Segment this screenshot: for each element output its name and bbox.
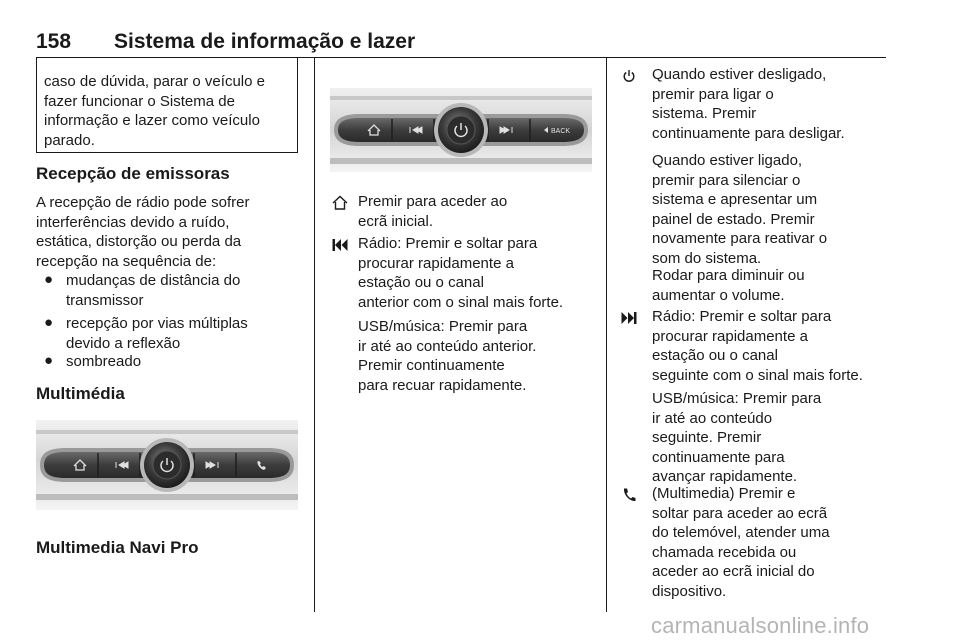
usb-next-text: USB/música: Premir para ir até ao conteúdo seguinte. Premir continuamente para avançar rapidamente. — [652, 390, 822, 485]
rotate-volume-text: Rodar para diminuir ou aumentar o volume. — [652, 267, 805, 304]
power-icon — [620, 67, 638, 85]
power-on-text: Quando estiver ligado, premir para silenciar o sistema e apresentar um painel de estado. Premir novamente para reativar o som do sistema. — [652, 152, 828, 267]
column-divider-2 — [606, 58, 607, 612]
page-title: Sistema de informação e lazer — [114, 30, 416, 53]
bullet-text-3: sombreado — [66, 353, 142, 370]
column-divider-1 — [314, 58, 315, 612]
back-button-label: BACK — [551, 128, 571, 135]
navi-pro-heading: Multimedia Navi Pro — [36, 538, 199, 557]
reception-text: A recepção de rádio pode sofrer interferências devido a ruído, estática, distorção ou perda da recepção na sequência de: — [36, 194, 250, 270]
note-text: caso de dúvida, parar o veículo e fazer funcionar o Sistema de informação e lazer como veículo parado. — [44, 73, 265, 149]
power-off-text: Quando estiver desligado, premir para ligar o sistema. Premir continuamente para desligar. — [652, 66, 845, 142]
bullet-dot: ● — [44, 352, 54, 369]
next-text: Rádio: Premir e soltar para procurar rapidamente a estação ou o canal seguinte com o sinal mais forte. — [652, 308, 863, 384]
multimedia-heading: Multimédia — [36, 384, 125, 403]
bullet-text-2: recepção por vias múltiplas devido a reflexão — [66, 315, 248, 352]
usb-previous-text: USB/música: Premir para ir até ao conteúdo anterior. Premir continuamente para recuar rapidamente. — [358, 318, 537, 394]
home-icon — [331, 194, 349, 212]
multimedia-control-panel — [36, 420, 298, 515]
watermark: carmanualsonline.info — [651, 613, 870, 638]
navi-pro-control-panel — [330, 88, 592, 177]
home-text: Premir para aceder ao ecrã inicial. — [358, 193, 508, 230]
reception-heading: Recepção de emissoras — [36, 164, 230, 183]
bullet-dot: ● — [44, 271, 54, 288]
bullet-text-1: mudanças de distância do transmissor — [66, 272, 241, 309]
page-number: 158 — [36, 30, 72, 53]
phone-icon — [620, 486, 638, 504]
skip-next-icon — [620, 309, 638, 327]
previous-text: Rádio: Premir e soltar para procurar rapidamente a estação ou o canal anterior com o sinal mais forte. — [358, 235, 564, 311]
bullet-dot: ● — [44, 314, 54, 331]
phone-text: (Multimedia) Premir e soltar para aceder ao ecrã do telemóvel, atender uma chamada recebida ou aceder ao ecrã inicial do dispositivo. — [652, 485, 830, 600]
skip-previous-icon — [331, 236, 349, 254]
